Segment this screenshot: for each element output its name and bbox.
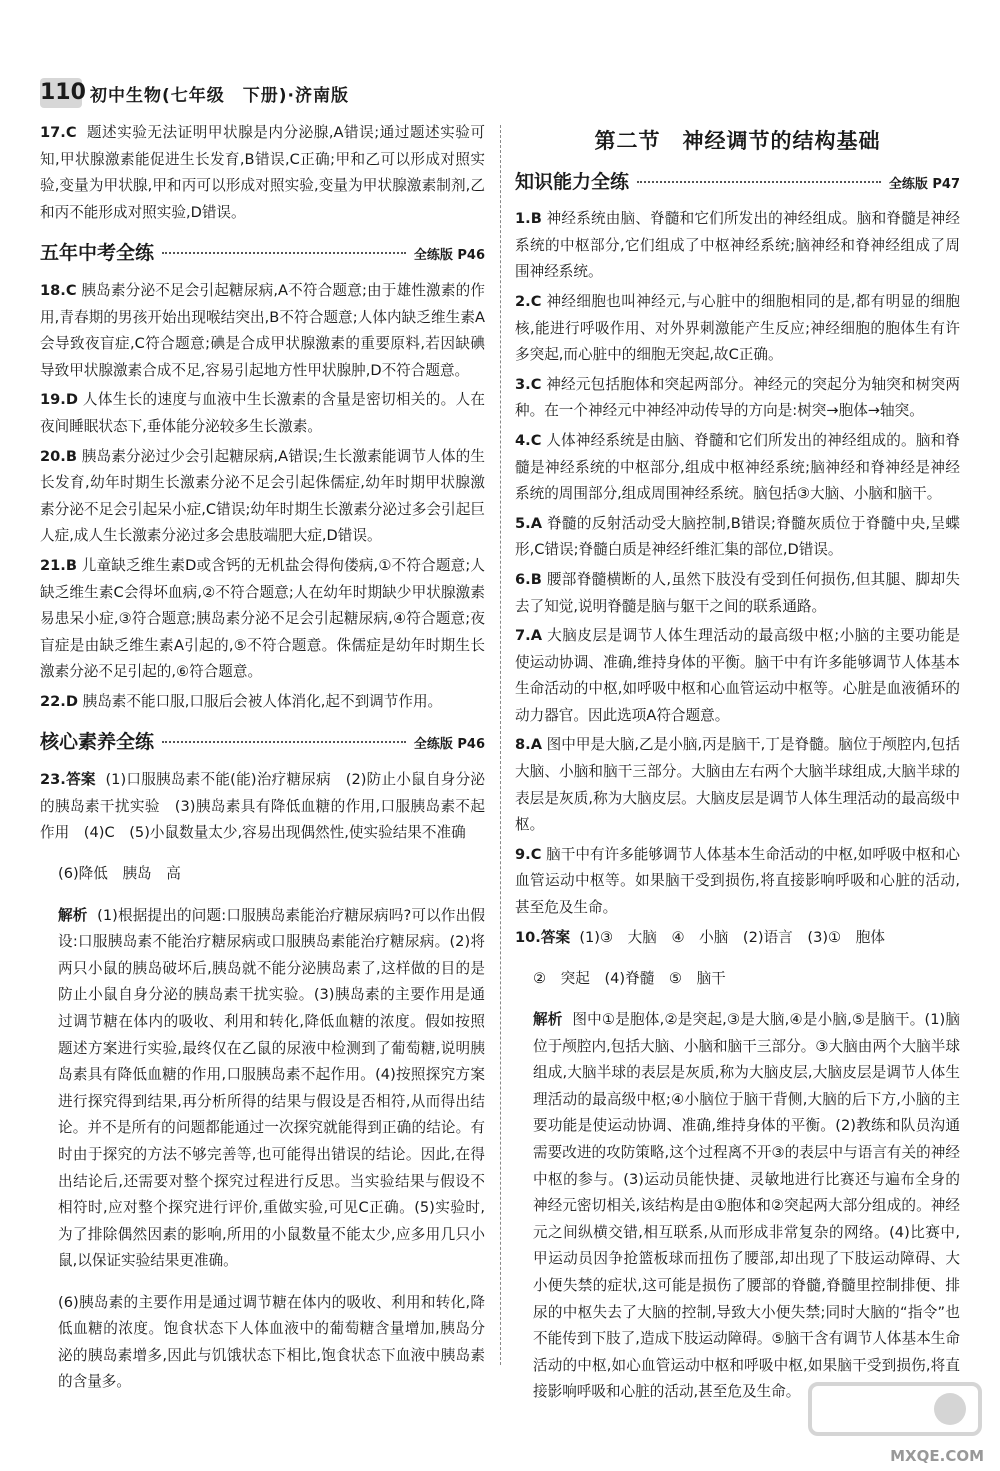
item-number: 6.B: [515, 570, 542, 588]
section-zhishi: [515, 169, 960, 199]
answer-item-4: [515, 428, 960, 508]
analysis-text: 图中①是胞体,②是突起,③是大脑,④是小脑,⑤是脑干。(1)脑位于颅腔内,包括大脑、小脑和脑干三部分。③大脑由两个大脑半球组成,大脑半球的表层是灰质,称为大脑皮层,大脑皮层是调节人体生理活动的最高级中枢;④小脑位于脑干背侧,大脑的后下方,小脑的主要功能是使运动协调、准确,维持身体的平衡。(2)教练和队员沟通需要改进的攻防策略,这个过程离不开③的表层中与语言有关的神经中枢的参与。(3)运动员能快捷、灵敏地进行比赛还与遍布全身的神经元密切相关,该结构是由①胞体和②突起两大部分组成的。神经元之间纵横交错,相互联系,从而形成非常复杂的网络。(4)比赛中,甲运动员因争抢篮板球而扭伤了腰部,却出现了下肢运动障碍、大小便失禁的症状,这可能是损伤了腰部的脊髓,脊髓里控制排便、排尿的中枢失去了大脑的控制,导致大小便失禁;同时大脑的“指令”也不能传到下肢了,造成下肢运动障碍。⑤脑干含有调节人体基本生命活动的中枢,如心血管运动中枢和呼吸中枢,如果脑干受到损伤,将直接影响呼吸和心脏的活动,甚至危及生命。: [533, 1011, 960, 1401]
item-number: 5.A: [515, 514, 542, 532]
item-number: 3.C: [515, 375, 542, 393]
page-number: 110: [40, 78, 82, 108]
answer-item-22: [40, 689, 485, 716]
section-title: 五年中考全练: [40, 242, 155, 265]
item-number: 1.B: [515, 210, 542, 228]
item-text: 脊髓的反射活动受大脑控制,B错误;脊髓灰质位于脊髓中央,呈蝶形,C错误;脊髓白质是神经纤维汇集的部位,D错误。: [515, 514, 960, 559]
answer-item-17: [40, 120, 485, 226]
item-number: 4.C: [515, 431, 542, 449]
item-text: 儿童缺乏维生素D或含钙的无机盐会得佝偻病,①不符合题意;人缺乏维生素C会得坏血病,②不符合题意;人在幼年时期缺少甲状腺激素易患呆小症,③符合题意;胰岛素分泌不足会引起糖尿病,④符合题意;夜盲症是由缺乏维生素A引起的,⑤不符合题意。侏儒症是幼年时期生长激素分泌不足引起的,⑥符合题意。: [40, 556, 485, 681]
item-number: 18.C: [40, 281, 77, 299]
item-number: 8.A: [515, 736, 542, 754]
item-text: 大脑皮层是调节人体生理活动的最高级中枢;小脑的主要功能是使运动协调、准确,维持身体的平衡。脑干中有许多能够调节人体基本生命活动的中枢,如呼吸中枢和心血管运动中枢等。心脏是血液循环的动力器官。因此选项A符合题意。: [515, 627, 960, 724]
analysis-label: 解析: [533, 1011, 563, 1028]
answer-item-3: [515, 372, 960, 425]
dotted-leader: [162, 252, 406, 254]
watermark-text: MXQE.COM: [890, 1447, 984, 1465]
item-number: 21.B: [40, 556, 77, 574]
item-number: 2.C: [515, 292, 542, 310]
item-analysis-6: (6)胰岛素的主要作用是通过调节糖在体内的吸收、利用和转化,降低血糖的浓度。饱食状态下人体血液中的葡萄糖含量增加,胰岛分泌的胰岛素增多,因此与饥饿状态下相比,饱食状态下血液中胰岛素的含量多。: [58, 1293, 485, 1391]
section-ref: 全练版 P47: [888, 176, 960, 192]
item-number: 9.C: [515, 845, 542, 863]
item-analysis: [40, 903, 485, 1275]
answer-item-8: [515, 732, 960, 838]
answer-item-18: [40, 278, 485, 384]
page-header: [40, 78, 349, 108]
answer-item-7: [515, 623, 960, 729]
item-number: 19.D: [40, 391, 78, 409]
answer-item-20: [40, 444, 485, 550]
left-column: [40, 120, 485, 1411]
analysis-text: (1)根据提出的问题:口服胰岛素能治疗糖尿病吗?可以作出假设:口服胰岛素不能治疗糖尿病或口服胰岛素能治疗糖尿病。(2)将两只小鼠的胰岛破坏后,胰岛就不能分泌胰岛素了,这样做的目的是防止小鼠自身分泌的胰岛素干扰实验。(3)胰岛素的主要作用是通过调节糖在体内的吸收、利用和转化,降低血糖的浓度。假如按照题述方案进行实验,最终仅在乙鼠的尿液中检测到了葡萄糖,说明胰岛素具有降低血糖的作用,口服胰岛素不起作用。(4)按照探究方案进行探究得到结果,再分析所得的结果与假设是否相符,从而得出结论。并不是所有的问题都能通过一次探究就能得到正确的结论。有时由于探究的方法不够完善等,也可能得出错误的结论。因此,在得出结论后,还需要对整个探究过程进行反思。当实验结果与假设不相符时,应对整个探究进行评价,重做实验,可见C正确。(5)实验时,为了排除偶然因素的影响,所用的小鼠数量不能太少,应多用几只小鼠,以保证实验结果更准确。: [58, 906, 485, 1270]
dotted-leader: [162, 741, 406, 743]
answer-item-2: [515, 289, 960, 369]
item-text: 胰岛素不能口服,口服后会被人体消化,起不到调节作用。: [82, 692, 443, 710]
analysis-label: 解析: [58, 906, 88, 924]
column-divider: [500, 125, 501, 1365]
section-ref: 全练版 P46: [413, 248, 485, 264]
item-text: 脑干中有许多能够调节人体基本生命活动的中枢,如呼吸中枢和心血管运动中枢等。如果脑干受到损伤,将直接影响呼吸和心脏的活动,甚至危及生命。: [515, 845, 960, 917]
item-answer-line2: ② 突起 (4)脊髓 ⑤ 脑干: [533, 969, 726, 987]
answer-item-10: [515, 925, 960, 952]
answer-item-23: [40, 767, 485, 847]
item-text: 神经系统由脑、脊髓和它们所发出的神经组成。脑和脊髓是神经系统的中枢部分,它们组成了中枢神经系统;脑神经和脊神经组成了周围神经系统。: [515, 210, 960, 281]
item-number: 22.D: [40, 692, 78, 710]
item-number: 7.A: [515, 627, 542, 645]
item-number: 10.答案: [515, 928, 571, 946]
answer-item-1: [515, 206, 960, 286]
right-column: [515, 120, 960, 1421]
section-title: 知识能力全练: [515, 170, 630, 193]
item-text: 人体神经系统是由脑、脊髓和它们所发出的神经组成的。脑和脊髓是神经系统的中枢部分,组成中枢神经系统;脑神经和脊神经是神经系统的周围部分,组成周围神经系统。脑包括③大脑、小脑和脑干。: [515, 431, 960, 503]
answer-item-5: [515, 511, 960, 564]
item-number: 17.C: [40, 124, 77, 141]
section-wunian: [40, 240, 485, 270]
item-text: 人体生长的速度与血液中生长激素的含量是密切相关的。人在夜间睡眠状态下,垂体能分泌较多生长激素。: [40, 391, 485, 435]
item-text: 胰岛素分泌不足会引起糖尿病,A不符合题意;由于雄性激素的作用,青春期的男孩开始出现喉结突出,B不符合题意;人体内缺乏维生素A会导致夜盲症,C符合题意;碘是合成甲状腺激素的重要原料,若因缺碘导致甲状腺激素合成不足,容易引起地方性甲状腺肿,D不符合题意。: [40, 281, 485, 379]
answer-item-9: [515, 842, 960, 922]
answer-item-19: [40, 387, 485, 440]
item-text: 题述实验无法证明甲状腺是内分泌腺,A错误;通过题述实验可知,甲状腺激素能促进生长发育,B错误,C正确;甲和乙可以形成对照实验,变量为甲状腺,甲和丙可以形成对照实验,变量为甲状腺激素制剂,乙和丙不能形成对照实验,D错误。: [40, 124, 486, 221]
item-answer: (1)口服胰岛素不能(能)治疗糖尿病 (2)防止小鼠自身分泌的胰岛素干扰实验 (3)胰岛素具有降低血糖的作用,口服胰岛素不起作用 (4)C (5)小鼠数量太少,容易出现偶然性,使实验结果不准确: [40, 771, 486, 842]
section-title: 核心素养全练: [40, 731, 155, 754]
section-ref: 全练版 P46: [413, 737, 485, 753]
item-text: 图中甲是大脑,乙是小脑,丙是脑干,丁是脊髓。脑位于颅腔内,包括大脑、小脑和脑干三部分。大脑由左右两个大脑半球组成,大脑半球的表层是灰质,称为大脑皮层。大脑皮层是调节人体生理活动的最高级中枢。: [515, 736, 961, 834]
item-text: 神经细胞也叫神经元,与心脏中的细胞相同的是,都有明显的细胞核,能进行呼吸作用、对外界刺激能产生反应;神经细胞的胞体生有许多突起,而心脏中的细胞无突起,故C正确。: [515, 292, 961, 364]
book-title: 初中生物(七年级 下册)·济南版: [90, 85, 349, 106]
answer-item-6: [515, 567, 960, 620]
item-text: 胰岛素分泌过少会引起糖尿病,A错误;生长激素能调节人体的生长发育,幼年时期生长激素分泌不足会引起侏儒症,幼年时期甲状腺激素分泌不足会引起呆小症,C错误;幼年时期生长激素分泌过多会引起巨人症,成人生长激素分泌过多会患肢端肥大症,D错误。: [40, 447, 485, 545]
item-number: 23.答案: [40, 771, 96, 789]
answer-item-21: [40, 553, 485, 686]
item-answer: (1)③ 大脑 ④ 小脑 (2)语言 (3)① 胞体: [579, 928, 885, 946]
item-number: 20.B: [40, 447, 77, 465]
item-analysis: [515, 1007, 960, 1406]
section-hexin: [40, 729, 485, 759]
item-text: 腰部脊髓横断的人,虽然下肢没有受到任何损伤,但其腿、脚却失去了知觉,说明脊髓是脑与躯干之间的联系通路。: [515, 570, 961, 615]
item-text: 神经元包括胞体和突起两部分。神经元的突起分为轴突和树突两种。在一个神经元中神经冲动传导的方向是:树突→胞体→轴突。: [515, 375, 960, 420]
dotted-leader: [637, 181, 881, 183]
item-answer-6: (6)降低 胰岛 高: [58, 865, 181, 883]
chapter-title: 第二节 神经调节的结构基础: [594, 129, 881, 153]
